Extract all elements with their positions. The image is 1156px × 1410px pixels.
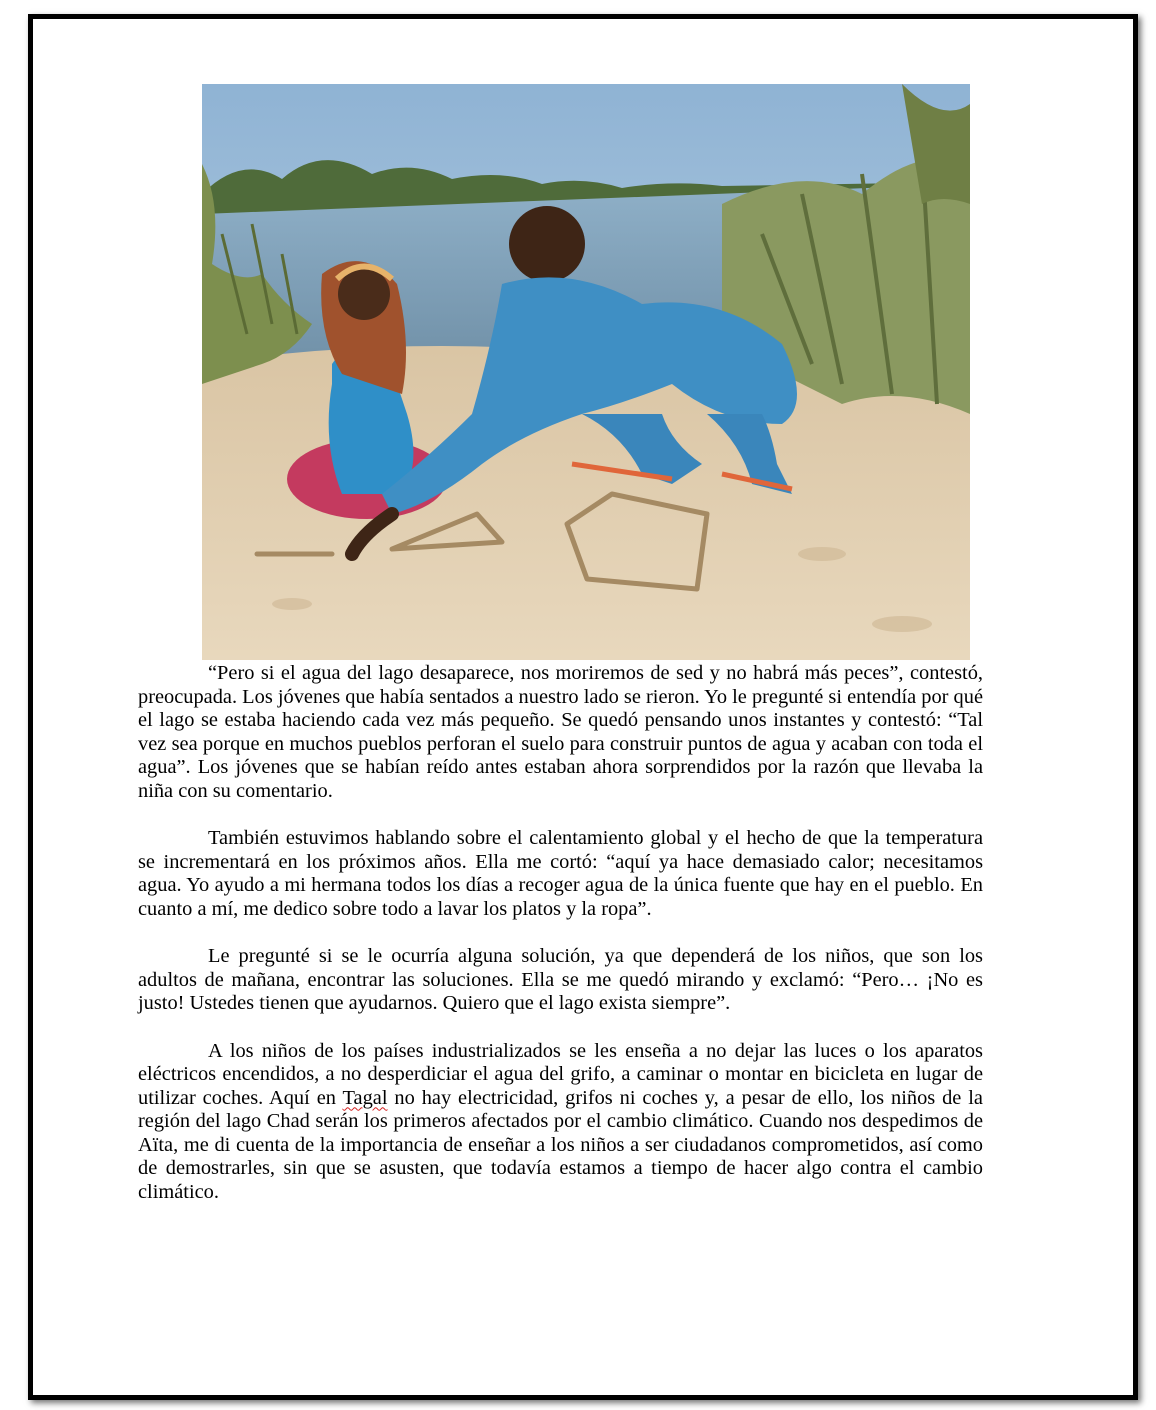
paragraph: Le pregunté si se le ocurría alguna solución, ya que dependerá de los niños, que son los adultos de mañana, encontrar las soluciones. Ella se me quedó mirando y exclamó: “Pero… ¡No es justo! Ustedes tienen que ayudarnos. Quiero que el lago exista siempre”. [138, 945, 983, 1015]
document-photo [202, 84, 970, 660]
paragraph: “Pero si el agua del lago desaparece, nos moriremos de sed y no habrá más peces”, contestó, preocupada. Los jóvenes que había sentados a nuestro lado se rieron. Yo le pregunté si entendía por qué el lago se estaba haciendo cada vez más pequeño. Se quedó pensando unos instantes y contestó: “Tal vez sea porque en muchos pueblos perforan el suelo para construir puntos de agua y acaban con toda el agua”. Los jóvenes que se habían reído antes estaban ahora sorprendidos por la razón que llevaba la niña con su comentario. [138, 662, 983, 802]
photo-illustration [202, 84, 970, 660]
article-body [138, 662, 983, 1205]
misspelled-word[interactable]: Tagal [342, 1086, 388, 1109]
paragraph-text: no hay electricidad, grifos ni coches y, a pesar de ello, los niños de la región del lago Chad serán los primeros afectados por el cambio climático. Cuando nos despedimos de Aïta, me di cuenta de la importancia de enseñar a los niños a ser ciudadanos comprometidos, así como de demostrarles, sin que se asusten, que todavía estamos a tiempo de hacer algo contra el cambio climático. [138, 1086, 983, 1204]
paragraph-text: A los niños de los países industrializados se les enseña a no dejar las luces o los aparatos eléctricos encendidos, a no desperdiciar el agua del grifo, a caminar o montar en bicicleta en lugar de utilizar coches. Aquí en [138, 1039, 983, 1109]
paragraph: También estuvimos hablando sobre el calentamiento global y el hecho de que la temperatura se incrementará en los próximos años. Ella me cortó: “aquí ya hace demasiado calor; necesitamos agua. Yo ayudo a mi hermana todos los días a recoger agua de la única fuente que hay en el pueblo. En cuanto a mí, me dedico sobre todo a lavar los platos y la ropa”. [138, 827, 983, 920]
paragraph [138, 1040, 983, 1205]
